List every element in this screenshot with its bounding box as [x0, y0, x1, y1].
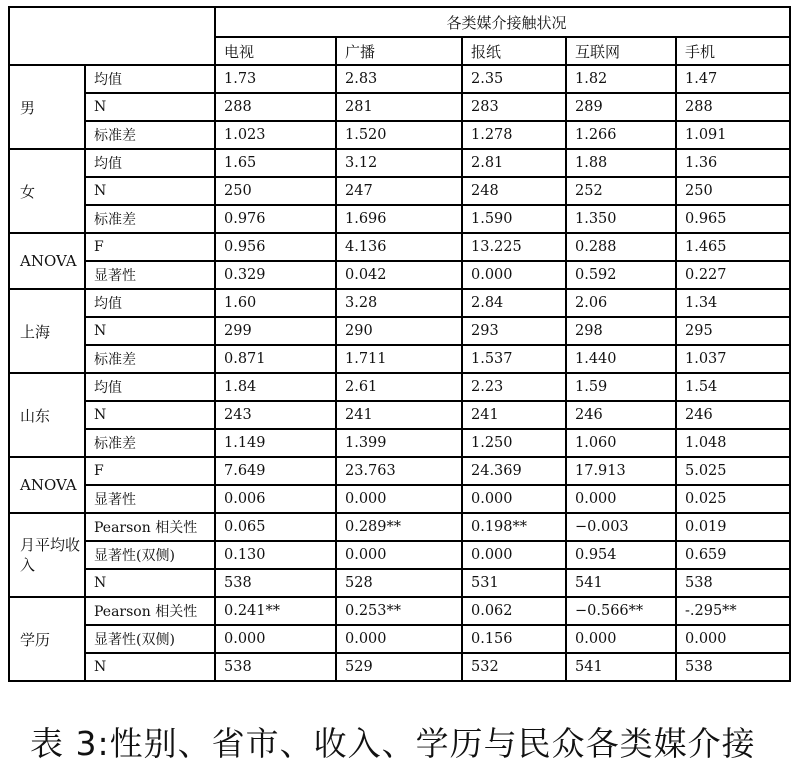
table-cell: 2.83 [336, 65, 462, 93]
statistic-label: 标准差 [85, 345, 215, 373]
column-header: 手机 [676, 37, 790, 65]
table-cell: 0.000 [336, 625, 462, 653]
statistic-label: N [85, 653, 215, 681]
table-row [9, 429, 790, 457]
table-cell: 1.060 [566, 429, 676, 457]
table-cell: 1.696 [336, 205, 462, 233]
column-header: 互联网 [566, 37, 676, 65]
table-cell: 1.54 [676, 373, 790, 401]
table-cell: 248 [462, 177, 566, 205]
statistic-label: 均值 [85, 149, 215, 177]
table-row [9, 149, 790, 177]
table-cell: 528 [336, 569, 462, 597]
statistic-label: Pearson 相关性 [85, 513, 215, 541]
table-cell: 290 [336, 317, 462, 345]
table-cell: 250 [676, 177, 790, 205]
table-cell: 13.225 [462, 233, 566, 261]
table-cell: 0.000 [676, 625, 790, 653]
table-header [9, 7, 790, 65]
statistic-label: 显著性(双侧) [85, 541, 215, 569]
statistic-label: N [85, 93, 215, 121]
table-cell: 0.019 [676, 513, 790, 541]
table-cell: 24.369 [462, 457, 566, 485]
table-cell: −0.003 [566, 513, 676, 541]
statistic-label: 均值 [85, 289, 215, 317]
statistic-label: 显著性(双侧) [85, 625, 215, 653]
table-cell: 1.36 [676, 149, 790, 177]
table-cell: 1.440 [566, 345, 676, 373]
table-cell: 1.399 [336, 429, 462, 457]
table-row [9, 401, 790, 429]
table-cell: 1.520 [336, 121, 462, 149]
table-cell: 541 [566, 653, 676, 681]
statistic-label: 显著性 [85, 261, 215, 289]
table-cell: 1.590 [462, 205, 566, 233]
row-group-label: 上海 [9, 289, 85, 373]
table-cell: 1.149 [215, 429, 336, 457]
table-cell: 1.60 [215, 289, 336, 317]
table-cell: −0.566** [566, 597, 676, 625]
table-row [9, 65, 790, 93]
table-cell: 2.06 [566, 289, 676, 317]
table-cell: 0.000 [566, 625, 676, 653]
table-cell: 0.000 [462, 261, 566, 289]
table-cell: 1.82 [566, 65, 676, 93]
table-cell: 0.253** [336, 597, 462, 625]
table-cell: 0.025 [676, 485, 790, 513]
table-cell: 2.61 [336, 373, 462, 401]
row-group-label: 男 [9, 65, 85, 149]
table-row [9, 569, 790, 597]
table-cell: 1.037 [676, 345, 790, 373]
table-cell: 3.28 [336, 289, 462, 317]
table-cell: -.295** [676, 597, 790, 625]
table-cell: 288 [215, 93, 336, 121]
table-row [9, 653, 790, 681]
table-cell: 289 [566, 93, 676, 121]
row-group-label: 学历 [9, 597, 85, 681]
table-cell: 17.913 [566, 457, 676, 485]
table-cell: 0.042 [336, 261, 462, 289]
table-row [9, 373, 790, 401]
table-row [9, 233, 790, 261]
table-cell: 1.465 [676, 233, 790, 261]
table-row [9, 121, 790, 149]
statistic-label: 标准差 [85, 429, 215, 457]
table-cell: 0.065 [215, 513, 336, 541]
table-cell: 241 [336, 401, 462, 429]
table-cell: 1.250 [462, 429, 566, 457]
table-cell: 299 [215, 317, 336, 345]
table-cell: 1.278 [462, 121, 566, 149]
table-cell: 0.156 [462, 625, 566, 653]
table-cell: 538 [215, 569, 336, 597]
table-cell: 243 [215, 401, 336, 429]
column-header: 报纸 [462, 37, 566, 65]
table-cell: 2.23 [462, 373, 566, 401]
table-cell: 0.954 [566, 541, 676, 569]
table-cell: 532 [462, 653, 566, 681]
table-cell: 0.227 [676, 261, 790, 289]
table-cell: 1.048 [676, 429, 790, 457]
statistic-label: N [85, 569, 215, 597]
table-cell: 281 [336, 93, 462, 121]
table-cell: 538 [215, 653, 336, 681]
table-cell: 1.73 [215, 65, 336, 93]
statistic-label: 标准差 [85, 205, 215, 233]
table-cell: 529 [336, 653, 462, 681]
table-cell: 4.136 [336, 233, 462, 261]
table-cell: 0.062 [462, 597, 566, 625]
table-row [9, 93, 790, 121]
table-cell: 0.000 [215, 625, 336, 653]
statistic-label: Pearson 相关性 [85, 597, 215, 625]
table-cell: 1.34 [676, 289, 790, 317]
table-cell: 541 [566, 569, 676, 597]
table-cell: 0.871 [215, 345, 336, 373]
table-cell: 2.84 [462, 289, 566, 317]
table-cell: 2.35 [462, 65, 566, 93]
table-row [9, 289, 790, 317]
statistic-label: N [85, 177, 215, 205]
row-group-label: ANOVA [9, 457, 85, 513]
table-row [9, 597, 790, 625]
table-cell: 1.711 [336, 345, 462, 373]
table-row [9, 345, 790, 373]
stats-table-frame [8, 6, 789, 682]
table-cell: 23.763 [336, 457, 462, 485]
header-group-label: 各类媒介接触状况 [215, 7, 790, 37]
column-header: 广播 [336, 37, 462, 65]
row-group-label: 山东 [9, 373, 85, 457]
statistic-label: F [85, 233, 215, 261]
table-cell: 5.025 [676, 457, 790, 485]
table-cell: 538 [676, 569, 790, 597]
statistic-label: F [85, 457, 215, 485]
table-cell: 0.000 [462, 541, 566, 569]
statistic-label: N [85, 401, 215, 429]
table-cell: 293 [462, 317, 566, 345]
table-cell: 0.956 [215, 233, 336, 261]
table-cell: 1.59 [566, 373, 676, 401]
table-cell: 0.659 [676, 541, 790, 569]
table-cell: 1.47 [676, 65, 790, 93]
table-cell: 0.289** [336, 513, 462, 541]
table-cell: 1.88 [566, 149, 676, 177]
table-cell: 250 [215, 177, 336, 205]
table-cell: 0.000 [462, 485, 566, 513]
statistic-label: 标准差 [85, 121, 215, 149]
table-cell: 246 [676, 401, 790, 429]
table-cell: 0.592 [566, 261, 676, 289]
table-cell: 0.130 [215, 541, 336, 569]
table-cell: 0.965 [676, 205, 790, 233]
table-row [9, 177, 790, 205]
table-cell: 1.65 [215, 149, 336, 177]
statistic-label: 均值 [85, 65, 215, 93]
row-group-label: 女 [9, 149, 85, 233]
table-cell: 0.000 [566, 485, 676, 513]
table-cell: 1.091 [676, 121, 790, 149]
table-cell: 0.976 [215, 205, 336, 233]
table-row [9, 513, 790, 541]
table-cell: 288 [676, 93, 790, 121]
table-cell: 1.023 [215, 121, 336, 149]
statistic-label: 均值 [85, 373, 215, 401]
table-cell: 298 [566, 317, 676, 345]
column-header: 电视 [215, 37, 336, 65]
table-row [9, 205, 790, 233]
table-cell: 1.350 [566, 205, 676, 233]
table-cell: 1.84 [215, 373, 336, 401]
table-cell: 246 [566, 401, 676, 429]
table-caption: 表 3:性别、省市、收入、学历与民众各类媒介接 [30, 724, 756, 763]
table-cell: 252 [566, 177, 676, 205]
table-cell: 1.266 [566, 121, 676, 149]
statistic-label: 显著性 [85, 485, 215, 513]
table-row [9, 541, 790, 569]
table-cell: 0.198** [462, 513, 566, 541]
table-cell: 0.241** [215, 597, 336, 625]
table-body [9, 65, 790, 681]
table-cell: 283 [462, 93, 566, 121]
table-row [9, 485, 790, 513]
table-cell: 7.649 [215, 457, 336, 485]
table-cell: 0.006 [215, 485, 336, 513]
table-cell: 247 [336, 177, 462, 205]
table-cell: 0.000 [336, 485, 462, 513]
row-group-label: ANOVA [9, 233, 85, 289]
row-group-label: 月平均收入 [9, 513, 85, 597]
table-cell: 0.329 [215, 261, 336, 289]
corner-cell [9, 7, 215, 65]
table-cell: 241 [462, 401, 566, 429]
table-cell: 1.537 [462, 345, 566, 373]
table-row [9, 317, 790, 345]
table-cell: 295 [676, 317, 790, 345]
table-row [9, 625, 790, 653]
table-row [9, 457, 790, 485]
table-cell: 538 [676, 653, 790, 681]
media-contact-table [8, 6, 791, 682]
table-cell: 2.81 [462, 149, 566, 177]
table-cell: 531 [462, 569, 566, 597]
table-cell: 0.000 [336, 541, 462, 569]
table-cell: 0.288 [566, 233, 676, 261]
statistic-label: N [85, 317, 215, 345]
table-cell: 3.12 [336, 149, 462, 177]
table-row [9, 261, 790, 289]
